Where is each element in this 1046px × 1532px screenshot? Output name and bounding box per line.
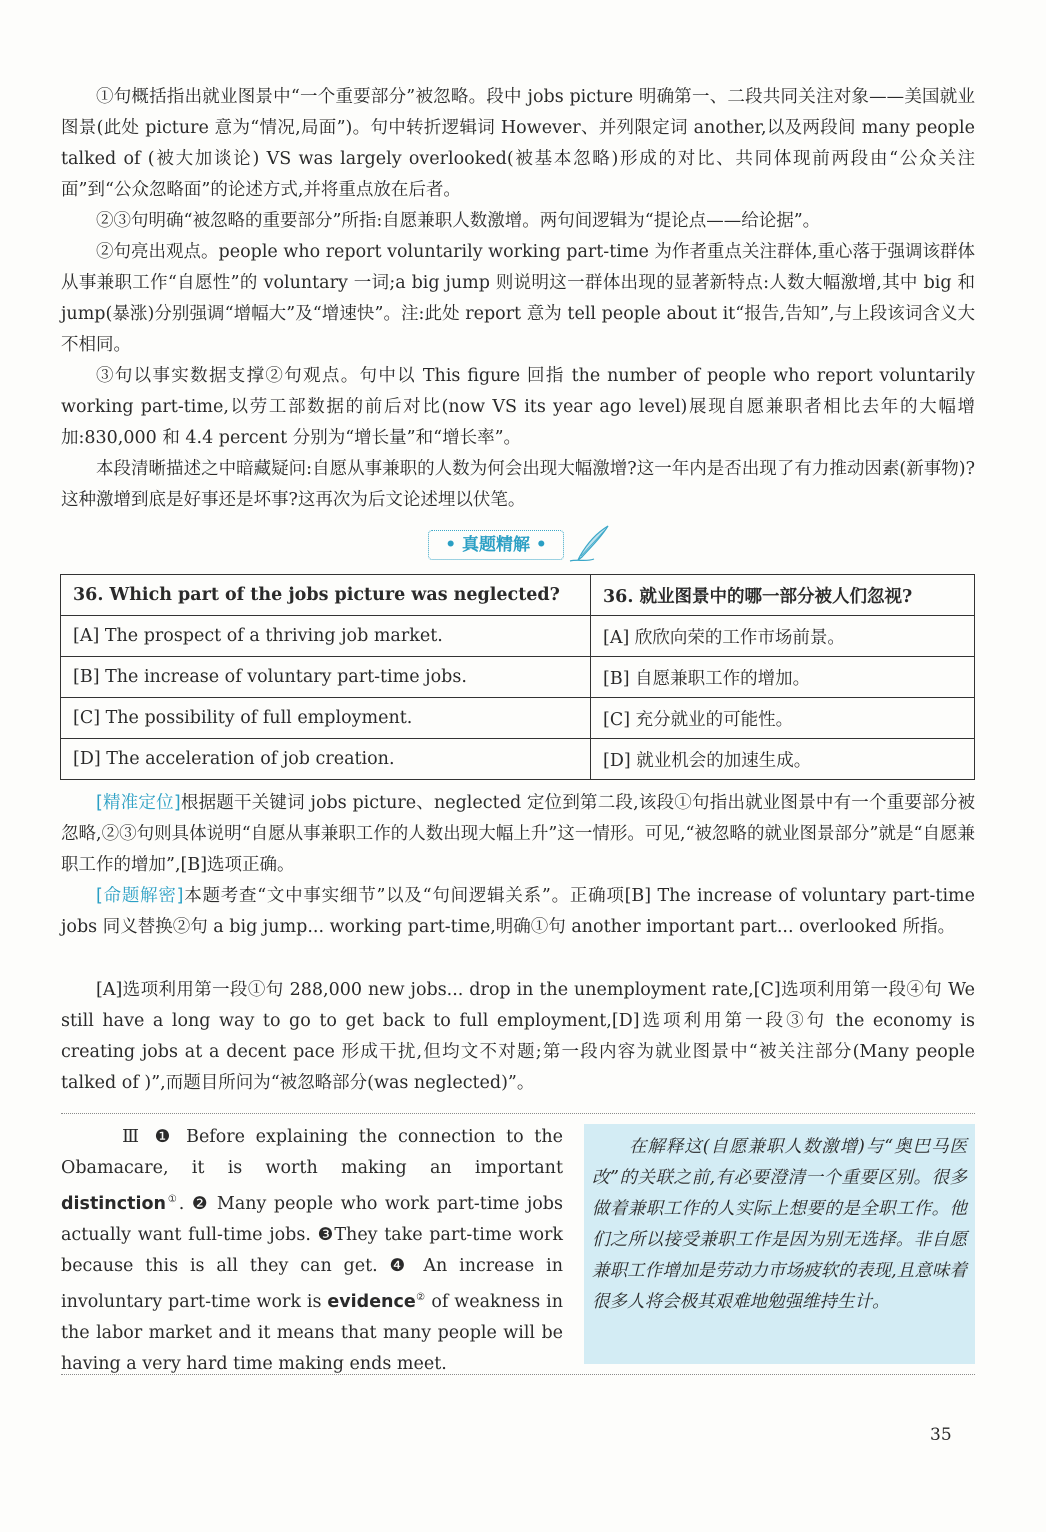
paragraph-mark: Ⅲ <box>117 1127 145 1147</box>
divider-top <box>61 1113 975 1114</box>
locate-tag: [精准定位] <box>96 793 181 813</box>
analysis-paragraph-3: ②句亮出观点。people who report voluntarily working part-time 为作者重点关注群体,重心落于强调该群体从事兼职工作“自愿性”的 voluntary 一词;a big jump 则说明这一群体出现的显著新特点:人数大幅激增,其中 big 和 jump(暴涨)分别强调“增幅大”及“增速快”。注:此处 report 意为 tell people about it“报告,告知”,与上段该词含义大不相同。 <box>61 242 975 355</box>
question-table <box>60 574 975 780</box>
quill-pen-icon <box>568 524 612 568</box>
sentence-4-end: of weakness in the labor market and it means that many people will be having a very hard time making ends meet. <box>61 1291 563 1374</box>
translation-box <box>584 1124 975 1364</box>
option-c-en: [C] The possibility of full employment. <box>61 698 591 739</box>
decode-tag: [命题解密] <box>96 886 184 906</box>
analysis-paragraph-5: 本段清晰描述之中暗藏疑问:自愿从事兼职的人数为何会出现大幅激增?这一年内是否出现了有力推动因素(新事物)?这种激增到底是好事还是坏事?这再次为后文论述埋以伏笔。 <box>61 459 975 510</box>
table-row <box>61 739 975 780</box>
option-d-en: [D] The acceleration of job creation. <box>61 739 591 780</box>
sentence-2-number: ❷ <box>191 1193 210 1214</box>
option-b-zh: [B] 自愿兼职工作的增加。 <box>591 657 975 698</box>
table-row <box>61 657 975 698</box>
table-row <box>61 698 975 739</box>
option-b-en: [B] The increase of voluntary part-time jobs. <box>61 657 591 698</box>
analysis-paragraph-4: ③句以事实数据支撑②句观点。句中以 This figure 回指 the number of people who report voluntarily working part-time,以劳工部数据的前后对比(now VS its year ago level)展现自愿兼职者相比去年的大幅增加:830,000 和 4.4 percent 分别为“增长量”和“增长率”。 <box>61 366 975 448</box>
distractor-paragraph: [A]选项利用第一段①句 288,000 new jobs... drop in the unemployment rate,[C]选项利用第一段④句 We still have a long way to go to get back to full employment,[D]选项利用第一段③句 the economy is creating jobs at a decent pace 形成干扰,但均文不对题;第一段内容为就业图景中“被关注部分(Many people talked of )”,而题目所问为“被忽略部分(was neglected)”。 <box>61 980 975 1093</box>
divider-bottom <box>61 1374 975 1375</box>
sentence-3-number: ❸ <box>317 1224 335 1245</box>
decode-text: 本题考查“文中事实细节”以及“句间逻辑关系”。正确项[B] The increase of voluntary part-time jobs 同义替换②句 a big jump... working part-time,明确①句 another important part... overlooked 所指。 <box>61 886 975 937</box>
passage-english <box>61 1122 563 1380</box>
option-a-zh: [A] 欣欣向荣的工作市场前景。 <box>591 616 975 657</box>
sentence-4-start: An increase in involuntary part-time work is <box>61 1255 563 1312</box>
sentence-2: Many people who work part-time jobs actually want full-time jobs. <box>61 1193 563 1245</box>
option-d-zh: [D] 就业机会的加速生成。 <box>591 739 975 780</box>
analysis-paragraph-1: ①句概括指出就业图景中“一个重要部分”被忽略。段中 jobs picture 明确第一、二段共同关注对象——美国就业图景(此处 picture 意为“情况,局面”)。句中转折逻辑词 However、并列限定词 another,以及两段间 many people talked of (被大加谈论) VS was largely overlooked(被基本忽略)形成的对比、共同体现前两段由“公众关注面”到“公众忽略面”的论述方式,并将重点放在后者。 <box>61 87 975 200</box>
sentence-3: They take part-time work because this is all they can get. <box>61 1224 563 1276</box>
question-zh: 36. 就业图景中的哪一部分被人们忽视? <box>591 575 975 616</box>
translation-text: 在解释这(自愿兼职人数激增)与“奥巴马医改”的关联之前,有必要澄清一个重要区别。很多做着兼职工作的人实际上想要的是全职工作。他们之所以接受兼职工作是因为别无选择。非自愿兼职工作增加是劳动力市场疲软的表现,且意味着很多人将会极其艰难地勉强维持生计。 <box>592 1137 967 1312</box>
locate-text: 根据题干关键词 jobs picture、neglected 定位到第二段,该段①句指出就业图景中有一个重要部分被忽略,②③句则具体说明“自愿从事兼职工作的人数出现大幅上升”这一情形。可见,“被忽略的就业图景部分”就是“自愿兼职工作的增加”,[B]选项正确。 <box>61 793 976 875</box>
question-en: 36. Which part of the jobs picture was neglected? <box>61 575 591 616</box>
keyword-distinction: distinction <box>61 1193 166 1214</box>
sentence-1: Before explaining the connection to the Obamacare, it is worth making an important <box>61 1127 563 1178</box>
sentence-1-end: . <box>178 1193 185 1214</box>
sentence-4-number: ❹ <box>389 1255 412 1276</box>
option-a-en: [A] The prospect of a thriving job market. <box>61 616 591 657</box>
section-heading-label: • 真题精解 • <box>428 530 564 560</box>
page-number: 35 <box>930 1425 952 1445</box>
locate-paragraph <box>61 788 975 881</box>
table-row <box>61 616 975 657</box>
sentence-1-number: ❶ <box>154 1127 176 1147</box>
footnote-2: ② <box>415 1291 426 1303</box>
footnote-1: ① <box>165 1194 179 1205</box>
decode-paragraph <box>61 881 975 943</box>
analysis-paragraph-2: ②③句明确“被忽略的重要部分”所指:自愿兼职人数激增。两句间逻辑为“提论点——给论据”。 <box>96 211 821 231</box>
keyword-evidence: evidence <box>327 1291 416 1312</box>
section-heading <box>428 528 618 562</box>
option-c-zh: [C] 充分就业的可能性。 <box>591 698 975 739</box>
table-row <box>61 575 975 616</box>
